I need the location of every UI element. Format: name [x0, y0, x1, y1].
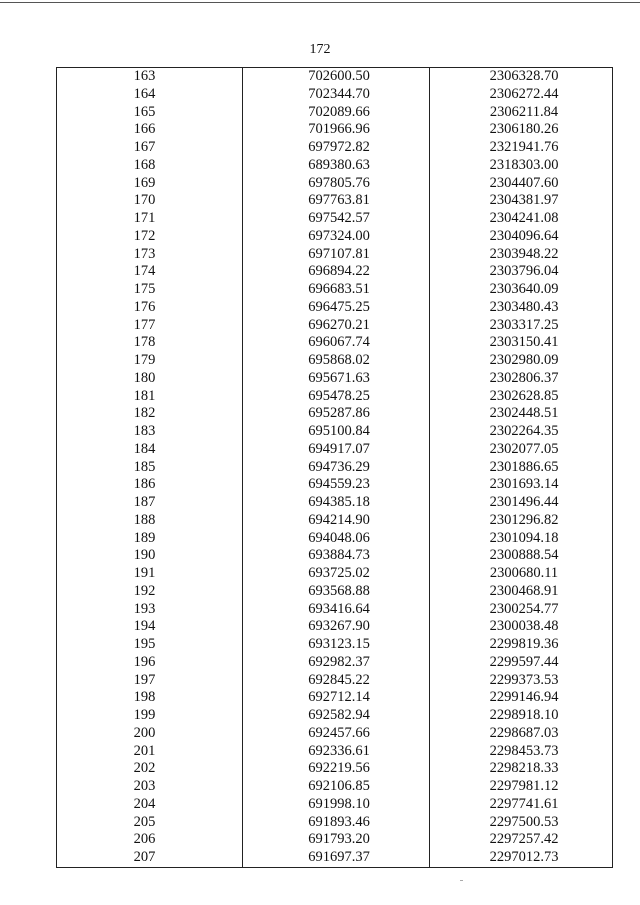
x-coordinate-cell: 694917.07: [243, 441, 430, 459]
x-coordinate-cell: 694385.18: [243, 494, 430, 512]
table-row: [57, 814, 613, 832]
table-row: [57, 139, 613, 157]
x-coordinate-cell: 694736.29: [243, 459, 430, 477]
table-row: [57, 441, 613, 459]
point-number-cell: 165: [133, 103, 156, 120]
y-coordinate-cell: 2302077.05: [430, 441, 613, 459]
x-coordinate-cell: 696270.21: [243, 317, 430, 335]
y-coordinate-cell: 2298687.03: [430, 725, 613, 743]
x-coordinate-cell: 697107.81: [243, 246, 430, 264]
point-number-cell: 185: [133, 458, 156, 475]
x-coordinate-cell: 695287.86: [243, 405, 430, 423]
x-coordinate-cell: 695671.63: [243, 370, 430, 388]
point-number-cell: 183: [133, 423, 156, 439]
table-row: [57, 86, 613, 104]
x-coordinate-cell: 697763.81: [243, 192, 430, 210]
x-coordinate-cell: 693123.15: [243, 636, 430, 654]
x-coordinate-cell: 692712.14: [243, 689, 430, 707]
table-row: [57, 68, 613, 86]
table-row: [57, 157, 613, 175]
table-row: [57, 796, 613, 814]
point-number-cell: 175: [133, 281, 156, 297]
x-coordinate-cell: 692845.22: [243, 672, 430, 690]
point-number-cell: 191: [133, 565, 156, 581]
x-coordinate-cell: 692582.94: [243, 707, 430, 725]
table-row: [57, 565, 613, 583]
top-border-line: [0, 2, 640, 3]
y-coordinate-cell: 2297257.42: [430, 831, 613, 849]
coordinate-table-body: [57, 68, 613, 868]
point-number-cell: 180: [133, 369, 156, 386]
x-coordinate-cell: 693725.02: [243, 565, 430, 583]
x-coordinate-cell: 701966.96: [243, 121, 430, 139]
point-number-cell: 172: [133, 227, 156, 244]
y-coordinate-cell: 2321941.76: [430, 139, 613, 157]
table-row: [57, 281, 613, 299]
point-number-cell: 192: [133, 582, 156, 599]
point-number-cell: 204: [133, 795, 156, 812]
x-coordinate-cell: 691793.20: [243, 831, 430, 849]
y-coordinate-cell: 2302448.51: [430, 405, 613, 423]
x-coordinate-cell: 702089.66: [243, 104, 430, 122]
x-coordinate-cell: 692336.61: [243, 743, 430, 761]
y-coordinate-cell: 2300254.77: [430, 601, 613, 619]
y-coordinate-cell: 2300038.48: [430, 618, 613, 636]
table-row: [57, 618, 613, 636]
point-number-cell: 164: [133, 85, 156, 102]
y-coordinate-cell: 2301296.82: [430, 512, 613, 530]
table-row: [57, 246, 613, 264]
x-coordinate-cell: 692219.56: [243, 760, 430, 778]
x-coordinate-cell: 696683.51: [243, 281, 430, 299]
table-row: [57, 121, 613, 139]
point-number-cell: 187: [133, 494, 156, 510]
x-coordinate-cell: 691697.37: [243, 849, 430, 867]
y-coordinate-cell: 2303640.09: [430, 281, 613, 299]
y-coordinate-cell: 2318303.00: [430, 157, 613, 175]
coordinate-table: [56, 67, 613, 868]
y-coordinate-cell: 2301496.44: [430, 494, 613, 512]
y-coordinate-cell: 2304096.64: [430, 228, 613, 246]
x-coordinate-cell: 696475.25: [243, 299, 430, 317]
point-number-cell: 201: [133, 742, 156, 759]
y-coordinate-cell: 2301886.65: [430, 459, 613, 477]
point-number-cell: 198: [133, 689, 156, 706]
y-coordinate-cell: 2300680.11: [430, 565, 613, 583]
point-number-cell: 197: [133, 671, 156, 688]
point-number-cell: 188: [133, 511, 156, 528]
y-coordinate-cell: 2297981.12: [430, 778, 613, 796]
table-row: [57, 175, 613, 193]
table-row: [57, 104, 613, 122]
point-number-cell: 166: [133, 121, 156, 138]
point-number-cell: 186: [133, 476, 156, 493]
y-coordinate-cell: 2303796.04: [430, 263, 613, 281]
y-coordinate-cell: 2299373.53: [430, 672, 613, 690]
table-row: [57, 352, 613, 370]
table-row: [57, 672, 613, 690]
table-row: [57, 743, 613, 761]
y-coordinate-cell: 2302264.35: [430, 423, 613, 441]
x-coordinate-cell: 695868.02: [243, 352, 430, 370]
point-number-cell: 200: [133, 724, 156, 741]
y-coordinate-cell: 2306328.70: [430, 68, 613, 86]
y-coordinate-cell: 2298918.10: [430, 707, 613, 725]
table-row: [57, 707, 613, 725]
point-number-cell: 207: [133, 849, 156, 865]
point-number-cell: 173: [133, 245, 156, 262]
point-number-cell: 190: [133, 547, 156, 564]
y-coordinate-cell: 2297741.61: [430, 796, 613, 814]
table-row: [57, 654, 613, 672]
y-coordinate-cell: 2298218.33: [430, 760, 613, 778]
table-row: [57, 228, 613, 246]
point-number-cell: 177: [133, 316, 156, 333]
x-coordinate-cell: 702600.50: [243, 68, 430, 86]
x-coordinate-cell: 693568.88: [243, 583, 430, 601]
table-row: [57, 583, 613, 601]
table-row: [57, 725, 613, 743]
x-coordinate-cell: 697805.76: [243, 175, 430, 193]
table-row: [57, 317, 613, 335]
table-row: [57, 831, 613, 849]
point-number-cell: 194: [133, 618, 156, 635]
y-coordinate-cell: 2303948.22: [430, 246, 613, 264]
x-coordinate-cell: 692106.85: [243, 778, 430, 796]
page-number: 172: [309, 42, 331, 57]
table-row: [57, 263, 613, 281]
y-coordinate-cell: 2306272.44: [430, 86, 613, 104]
table-row: [57, 210, 613, 228]
table-row: [57, 299, 613, 317]
x-coordinate-cell: 693267.90: [243, 618, 430, 636]
y-coordinate-cell: 2304241.08: [430, 210, 613, 228]
table-row: [57, 388, 613, 406]
x-coordinate-cell: 689380.63: [243, 157, 430, 175]
table-row: [57, 476, 613, 494]
x-coordinate-cell: 695478.25: [243, 388, 430, 406]
point-number-cell: 170: [133, 192, 156, 209]
y-coordinate-cell: 2298453.73: [430, 743, 613, 761]
y-coordinate-cell: 2302980.09: [430, 352, 613, 370]
table-row: [57, 405, 613, 423]
point-number-cell: 179: [133, 352, 156, 368]
point-number-cell: 167: [133, 139, 156, 155]
table-row: [57, 423, 613, 441]
y-coordinate-cell: 2299597.44: [430, 654, 613, 672]
x-coordinate-cell: 702344.70: [243, 86, 430, 104]
x-coordinate-cell: 692457.66: [243, 725, 430, 743]
point-number-cell: 176: [133, 298, 156, 315]
y-coordinate-cell: 2306180.26: [430, 121, 613, 139]
x-coordinate-cell: 695100.84: [243, 423, 430, 441]
y-coordinate-cell: 2303480.43: [430, 299, 613, 317]
x-coordinate-cell: 696067.74: [243, 334, 430, 352]
table-row: [57, 370, 613, 388]
y-coordinate-cell: 2302628.85: [430, 388, 613, 406]
y-coordinate-cell: 2304381.97: [430, 192, 613, 210]
y-coordinate-cell: 2302806.37: [430, 370, 613, 388]
point-number-cell: 163: [133, 68, 156, 84]
point-number-cell: 171: [133, 210, 156, 226]
point-number-cell: 202: [133, 760, 156, 777]
point-number-cell: 168: [133, 156, 156, 173]
point-number-cell: 178: [133, 334, 156, 351]
x-coordinate-cell: 697542.57: [243, 210, 430, 228]
x-coordinate-cell: 692982.37: [243, 654, 430, 672]
point-number-cell: 184: [133, 440, 156, 457]
x-coordinate-cell: 693416.64: [243, 601, 430, 619]
table-row: [57, 601, 613, 619]
table-row: [57, 547, 613, 565]
x-coordinate-cell: 696894.22: [243, 263, 430, 281]
table-row: [57, 778, 613, 796]
table-row: [57, 636, 613, 654]
point-number-cell: 181: [133, 387, 156, 404]
point-number-cell: 203: [133, 778, 156, 794]
table-row: [57, 192, 613, 210]
x-coordinate-cell: 691998.10: [243, 796, 430, 814]
point-number-cell: 174: [133, 263, 156, 280]
table-row: [57, 459, 613, 477]
point-number-cell: 182: [133, 405, 156, 422]
x-coordinate-cell: 694559.23: [243, 476, 430, 494]
y-coordinate-cell: 2300468.91: [430, 583, 613, 601]
table-row: [57, 849, 613, 867]
y-coordinate-cell: 2297012.73: [430, 849, 613, 867]
table-row: [57, 334, 613, 352]
y-coordinate-cell: 2301693.14: [430, 476, 613, 494]
y-coordinate-cell: 2299146.94: [430, 689, 613, 707]
point-number-cell: 189: [133, 529, 156, 546]
point-number-cell: 199: [133, 707, 156, 723]
point-number-cell: 193: [133, 600, 156, 617]
point-number-cell: 196: [133, 653, 156, 670]
point-number-cell: 205: [133, 813, 156, 830]
x-coordinate-cell: 691893.46: [243, 814, 430, 832]
table-row: [57, 494, 613, 512]
scan-speck: [460, 880, 463, 881]
y-coordinate-cell: 2297500.53: [430, 814, 613, 832]
y-coordinate-cell: 2304407.60: [430, 175, 613, 193]
y-coordinate-cell: 2303317.25: [430, 317, 613, 335]
x-coordinate-cell: 693884.73: [243, 547, 430, 565]
table-row: [57, 530, 613, 548]
y-coordinate-cell: 2299819.36: [430, 636, 613, 654]
y-coordinate-cell: 2301094.18: [430, 530, 613, 548]
y-coordinate-cell: 2306211.84: [430, 104, 613, 122]
point-number-cell: 206: [133, 831, 156, 848]
table-row: [57, 512, 613, 530]
x-coordinate-cell: 694048.06: [243, 530, 430, 548]
y-coordinate-cell: 2300888.54: [430, 547, 613, 565]
x-coordinate-cell: 697324.00: [243, 228, 430, 246]
point-number-cell: 169: [133, 174, 156, 191]
y-coordinate-cell: 2303150.41: [430, 334, 613, 352]
point-number-cell: 195: [133, 636, 156, 652]
x-coordinate-cell: 694214.90: [243, 512, 430, 530]
x-coordinate-cell: 697972.82: [243, 139, 430, 157]
table-row: [57, 760, 613, 778]
table-row: [57, 689, 613, 707]
